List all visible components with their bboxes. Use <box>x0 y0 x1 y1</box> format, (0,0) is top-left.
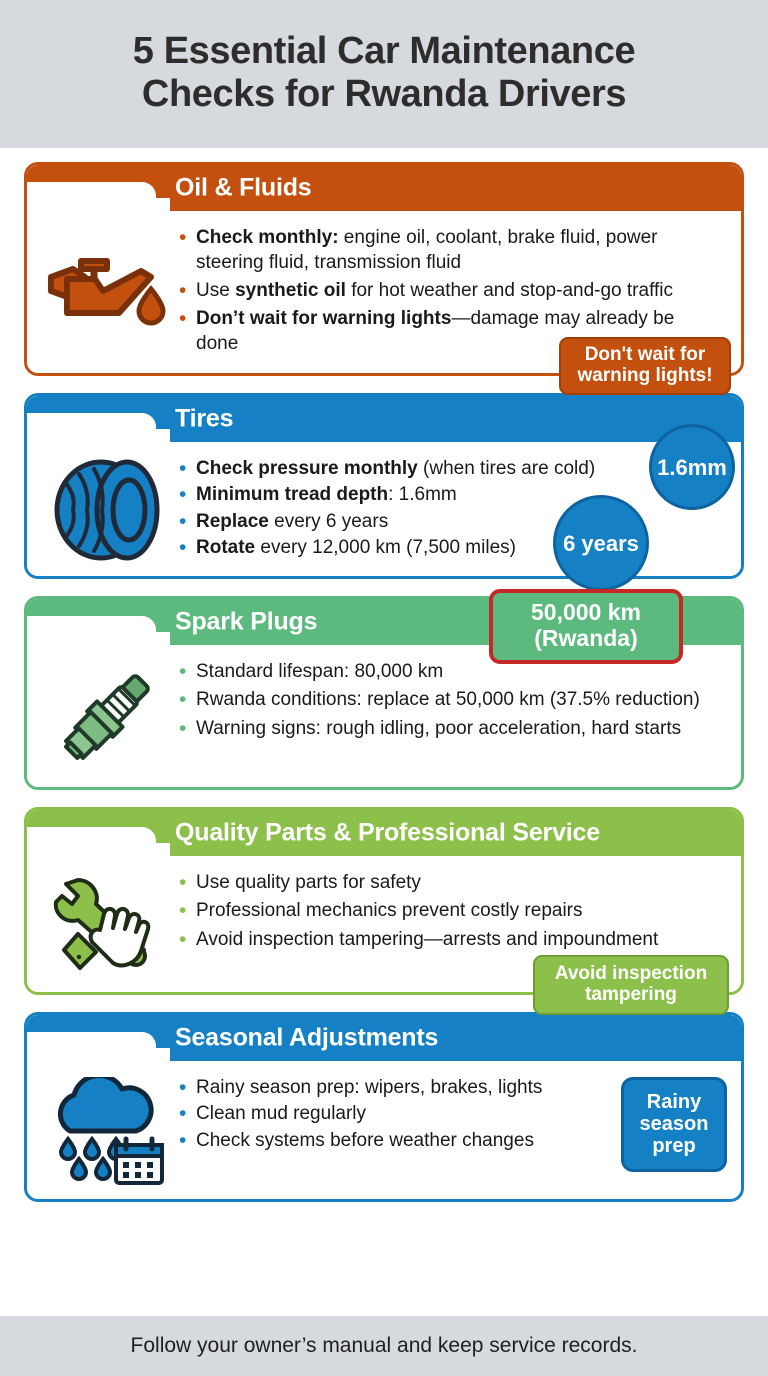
card-tires <box>24 393 744 579</box>
card-header-seasonal-adjustments <box>27 1015 741 1061</box>
header-notch <box>27 827 156 856</box>
cards-container <box>0 148 768 1316</box>
wrench-hand-icon <box>48 872 166 978</box>
list-item <box>177 225 721 275</box>
list-item: • Check systems before weather changes <box>177 1128 721 1153</box>
card-title-seasonal-adjustments: Seasonal Adjustments <box>175 1023 439 1052</box>
bullet-strong: Don’t wait for warning lights <box>196 308 452 330</box>
bullet-strong: Rotate <box>196 536 256 558</box>
card-spark-plugs <box>24 596 744 790</box>
rain-cloud-calendar-icon <box>46 1077 168 1185</box>
bullet-rest: —damage may already be done <box>196 308 675 355</box>
icon-column <box>37 243 177 339</box>
bullet-rest: every 6 years <box>268 510 389 532</box>
list-item: • Professional mechanics prevent costly repairs <box>177 898 721 923</box>
badge-avoid-tampering: Avoid inspection tampering <box>533 955 729 1016</box>
oil-can-icon <box>43 247 171 339</box>
card-header-oil-fluids <box>27 165 741 211</box>
card-title-oil-fluids: Oil & Fluids <box>175 173 312 202</box>
list-item: • Use quality parts for safety <box>177 870 721 895</box>
page-title-line2: Checks for Rwanda Drivers <box>141 73 627 115</box>
list-item: • Rwanda conditions: replace at 50,000 km (37.5% reduction) <box>177 687 721 712</box>
rain-drops <box>61 1139 123 1179</box>
badge-rwanda-interval: 50,000 km (Rwanda) <box>489 589 683 664</box>
badge-dont-wait-warning-lights: Don't wait for warning lights! <box>559 337 731 396</box>
page-footer <box>0 1316 768 1376</box>
icon-column <box>37 657 177 773</box>
bullet-list-spark-plugs <box>177 657 727 743</box>
list-item: • Clean mud regularly <box>177 1101 721 1126</box>
list-item <box>177 278 721 303</box>
page-header <box>0 0 768 148</box>
list-item: • Warning signs: rough idling, poor acceleration, hard starts <box>177 716 721 741</box>
bullet-list-quality-parts <box>177 868 727 954</box>
header-notch <box>27 413 156 442</box>
card-seasonal-adjustments <box>24 1012 744 1202</box>
badge-rainy-season-prep: Rainy season prep <box>621 1077 727 1172</box>
card-title-spark-plugs: Spark Plugs <box>175 607 318 636</box>
footer-text: Follow your owner’s manual and keep service records. <box>130 1334 638 1357</box>
oil-drop-icon <box>139 289 163 323</box>
badge-tread-depth: 1.6mm <box>649 424 735 510</box>
card-title-tires: Tires <box>175 404 234 433</box>
list-item: • Rainy season prep: wipers, brakes, lights <box>177 1075 721 1100</box>
bullet-rest: every 12,000 km (7,500 miles) <box>255 536 516 558</box>
icon-column <box>37 868 177 978</box>
bullet-strong: Check pressure monthly <box>196 458 418 480</box>
bullet-strong: synthetic oil <box>235 280 346 302</box>
page-title <box>133 30 635 115</box>
bullet-pre: Use <box>196 280 236 302</box>
header-notch <box>27 182 156 211</box>
list-item: • Avoid inspection tampering—arrests and impoundment <box>177 927 721 952</box>
card-quality-parts <box>24 807 744 1005</box>
header-notch <box>27 616 156 645</box>
page-title-line1: 5 Essential Car Maintenance <box>132 30 636 73</box>
icon-column <box>37 1073 177 1185</box>
card-header-tires <box>27 396 741 442</box>
bullet-strong: Minimum tread depth <box>196 484 389 506</box>
list-item <box>177 456 721 481</box>
bullet-rest: engine oil, coolant, brake fluid, power steering fluid, transmission fluid <box>196 227 658 274</box>
icon-column <box>37 454 177 562</box>
card-title-quality-parts: Quality Parts & Professional Service <box>175 818 600 847</box>
badge-replace-years: 6 years <box>553 495 649 591</box>
card-body-spark-plugs <box>27 645 741 787</box>
tire-icon <box>49 458 165 562</box>
bullet-strong: Replace <box>196 510 269 532</box>
bullet-strong: Check monthly: <box>196 227 339 248</box>
bullet-rest: : 1.6mm <box>388 484 457 506</box>
header-notch <box>27 1032 156 1061</box>
cloud-shape <box>60 1077 151 1131</box>
calendar-shape <box>116 1139 162 1183</box>
list-item: • Standard lifespan: 80,000 km <box>177 659 721 684</box>
list-item <box>177 482 721 507</box>
card-header-quality-parts <box>27 810 741 856</box>
bullet-rest: for hot weather and stop-and-go traffic <box>345 280 674 302</box>
card-oil-fluids <box>24 162 744 386</box>
bullet-rest: (when tires are cold) <box>417 458 596 480</box>
spark-plug-icon <box>51 661 163 773</box>
